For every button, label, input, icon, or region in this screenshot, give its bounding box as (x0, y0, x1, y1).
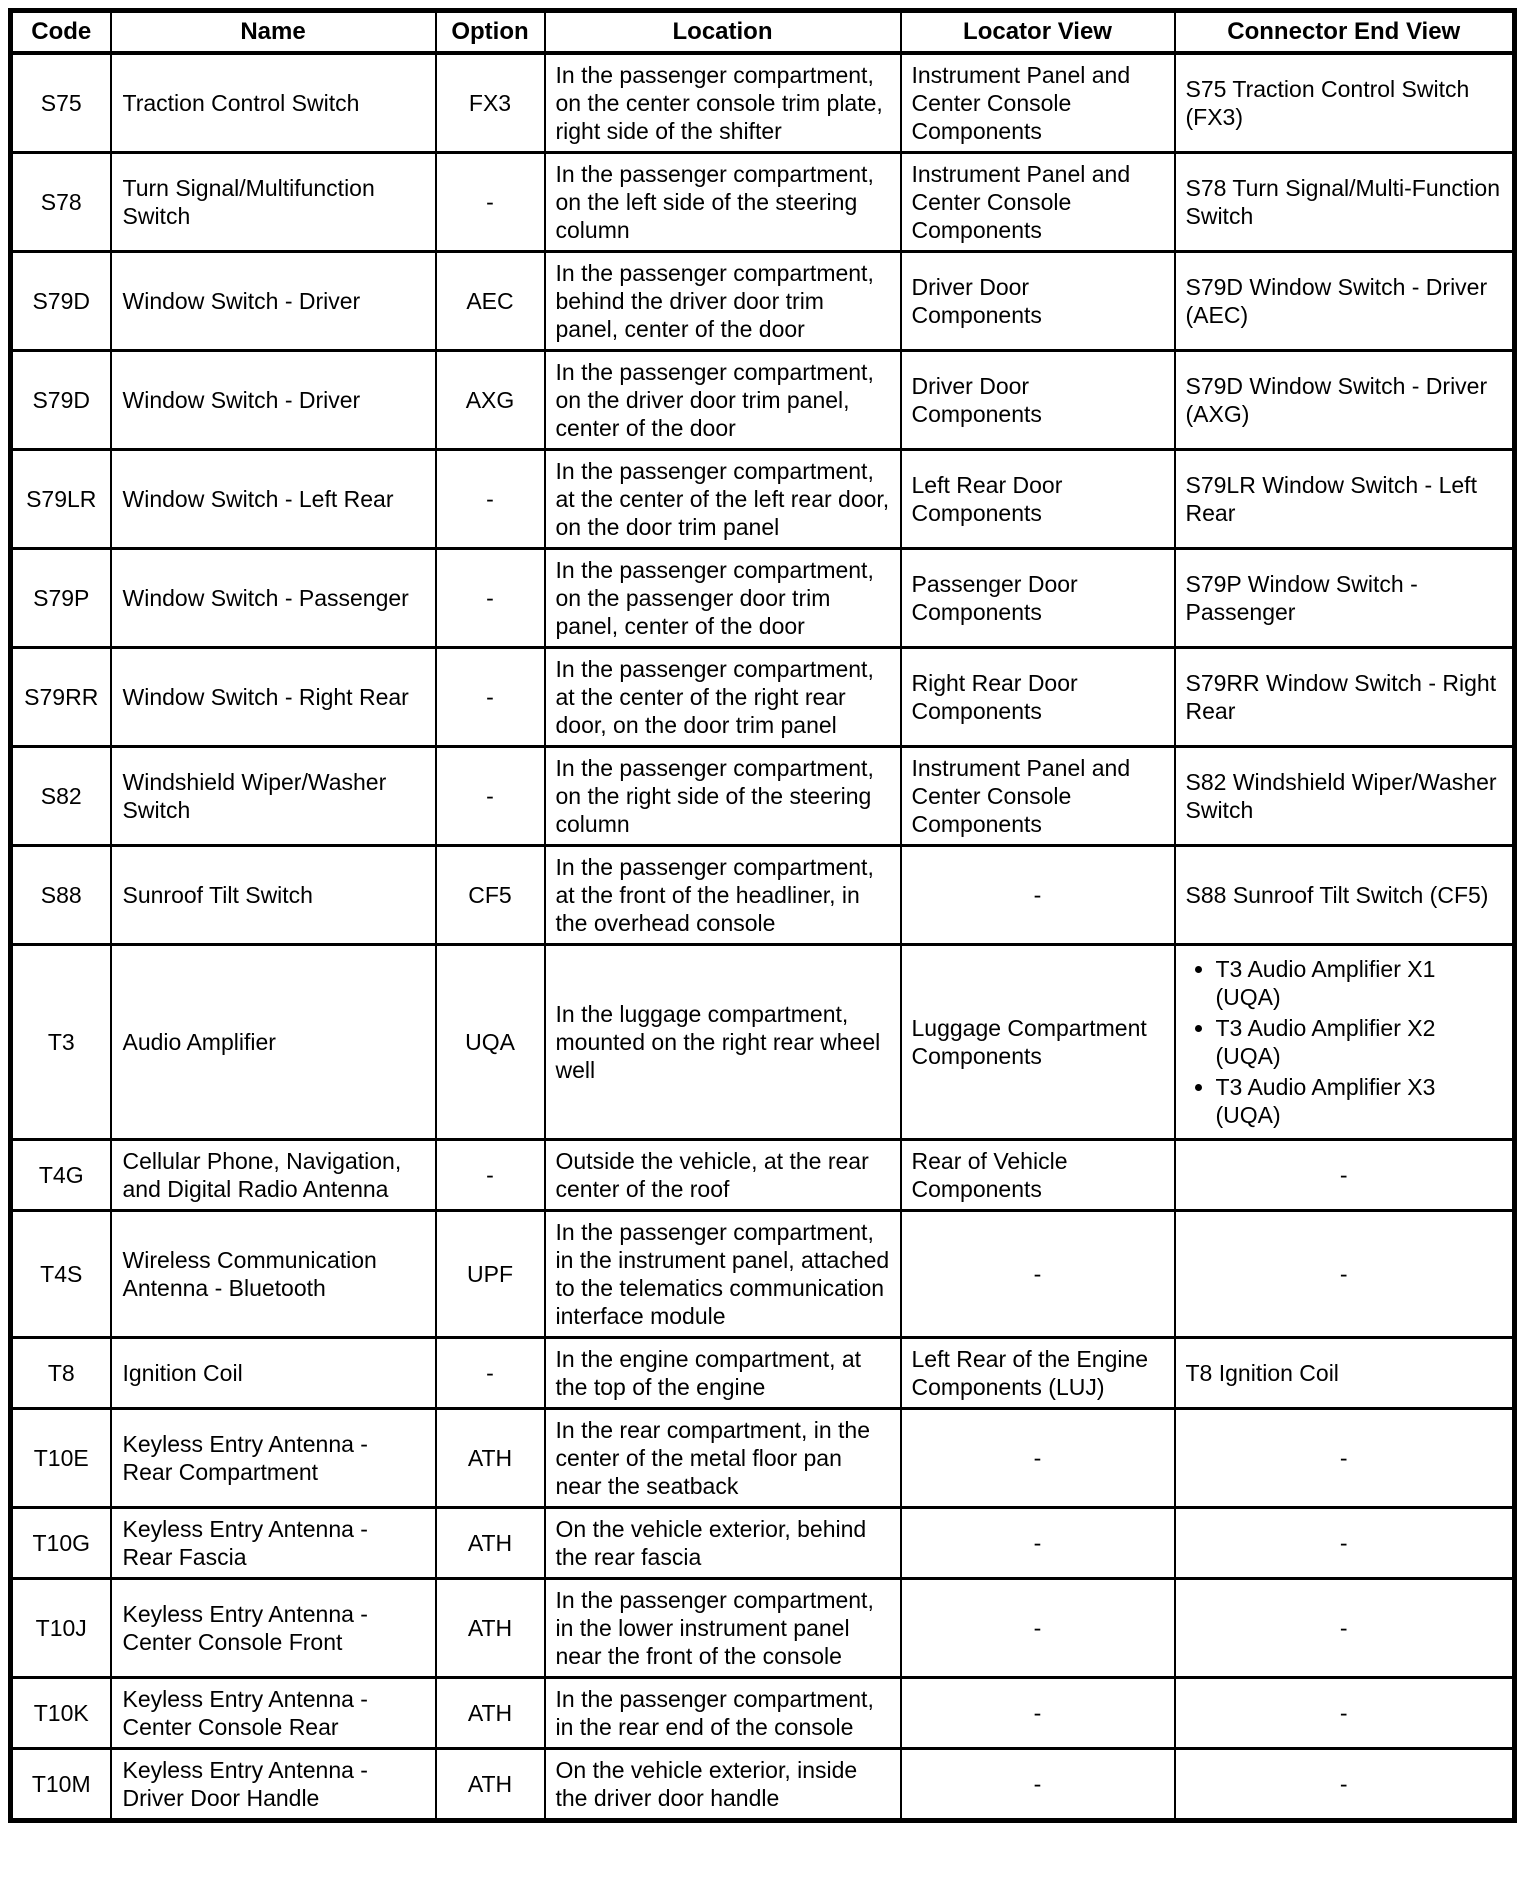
cell-code: T10M (11, 1749, 111, 1821)
cell-code: S79RR (11, 648, 111, 747)
cell-location: In the luggage compartment, mounted on the right rear wheel well (545, 945, 901, 1140)
cell-locator-view: Driver Door Components (901, 351, 1175, 450)
cell-code: T4G (11, 1140, 111, 1211)
table-row-t10m (11, 1749, 1515, 1821)
cell-connector-end-view: S79RR Window Switch - Right Rear (1175, 648, 1515, 747)
cell-option: ATH (436, 1579, 545, 1678)
cell-locator-view: - (901, 1211, 1175, 1338)
cell-connector-end-view: - (1175, 1409, 1515, 1508)
cell-locator-view: Left Rear of the Engine Components (LUJ) (901, 1338, 1175, 1409)
cell-location: Outside the vehicle, at the rear center of the roof (545, 1140, 901, 1211)
cell-name: Keyless Entry Antenna - Rear Fascia (111, 1508, 436, 1579)
cell-name: Window Switch - Left Rear (111, 450, 436, 549)
cell-connector-end-view: - (1175, 1140, 1515, 1211)
column-header-location: Location (545, 11, 901, 54)
cell-location: In the passenger compartment, on the right side of the steering column (545, 747, 901, 846)
cell-location: In the passenger compartment, at the center of the left rear door, on the door trim panel (545, 450, 901, 549)
cell-locator-view: Luggage Compartment Components (901, 945, 1175, 1140)
table-row-t10k (11, 1678, 1515, 1749)
cell-code: S78 (11, 153, 111, 252)
cell-name: Audio Amplifier (111, 945, 436, 1140)
cell-location: In the passenger compartment, in the instrument panel, attached to the telematics communication interface module (545, 1211, 901, 1338)
cell-option: ATH (436, 1749, 545, 1821)
cell-locator-view: Rear of Vehicle Components (901, 1140, 1175, 1211)
cell-connector-end-view: S88 Sunroof Tilt Switch (CF5) (1175, 846, 1515, 945)
cell-connector-end-view: S79D Window Switch - Driver (AXG) (1175, 351, 1515, 450)
column-header-code: Code (11, 11, 111, 54)
cell-option: - (436, 747, 545, 846)
table-row-t8 (11, 1338, 1515, 1409)
cell-option: - (436, 1140, 545, 1211)
cell-option: AEC (436, 252, 545, 351)
cell-name: Cellular Phone, Navigation, and Digital Radio Antenna (111, 1140, 436, 1211)
cell-code: S75 (11, 53, 111, 153)
table-row-s78 (11, 153, 1515, 252)
cell-connector-end-view: - (1175, 1678, 1515, 1749)
table-row-s79d-aec (11, 252, 1515, 351)
cell-location: In the passenger compartment, in the lower instrument panel near the front of the console (545, 1579, 901, 1678)
table-row-s79rr (11, 648, 1515, 747)
cell-code: T10K (11, 1678, 111, 1749)
cell-connector-end-view: S75 Traction Control Switch (FX3) (1175, 53, 1515, 153)
cell-name: Keyless Entry Antenna - Center Console Rear (111, 1678, 436, 1749)
cell-location: On the vehicle exterior, behind the rear fascia (545, 1508, 901, 1579)
cell-location: In the rear compartment, in the center of the metal floor pan near the seatback (545, 1409, 901, 1508)
cell-option: ATH (436, 1678, 545, 1749)
cell-locator-view: Instrument Panel and Center Console Components (901, 53, 1175, 153)
cell-code: T8 (11, 1338, 111, 1409)
cell-locator-view: - (901, 1409, 1175, 1508)
cell-connector-end-view: - (1175, 1579, 1515, 1678)
component-locator-table (8, 8, 1517, 1823)
cell-name: Keyless Entry Antenna - Rear Compartment (111, 1409, 436, 1508)
cell-locator-view: - (901, 846, 1175, 945)
cell-name: Windshield Wiper/Washer Switch (111, 747, 436, 846)
cell-code: T10E (11, 1409, 111, 1508)
cell-option: UQA (436, 945, 545, 1140)
table-row-s79p (11, 549, 1515, 648)
connector-list-item: • T3 Audio Amplifier X2 (UQA) (1216, 1014, 1503, 1070)
cell-code: S79D (11, 351, 111, 450)
cell-name: Window Switch - Driver (111, 351, 436, 450)
cell-locator-view: - (901, 1579, 1175, 1678)
cell-connector-end-view: - (1175, 1211, 1515, 1338)
cell-name: Window Switch - Passenger (111, 549, 436, 648)
cell-connector-end-view: - (1175, 1508, 1515, 1579)
cell-connector-end-view: S78 Turn Signal/Multi-Function Switch (1175, 153, 1515, 252)
cell-connector-end-view: S82 Windshield Wiper/Washer Switch (1175, 747, 1515, 846)
cell-code: S79LR (11, 450, 111, 549)
cell-option: FX3 (436, 53, 545, 153)
cell-connector-end-view: S79D Window Switch - Driver (AEC) (1175, 252, 1515, 351)
table-row-s88 (11, 846, 1515, 945)
cell-name: Keyless Entry Antenna - Driver Door Handle (111, 1749, 436, 1821)
connector-list-item: • T3 Audio Amplifier X1 (UQA) (1216, 955, 1503, 1011)
cell-code: T3 (11, 945, 111, 1140)
cell-code: S88 (11, 846, 111, 945)
cell-location: In the passenger compartment, at the center of the right rear door, on the door trim panel (545, 648, 901, 747)
cell-option: - (436, 153, 545, 252)
cell-connector-end-view: S79P Window Switch - Passenger (1175, 549, 1515, 648)
cell-option: AXG (436, 351, 545, 450)
cell-locator-view: - (901, 1749, 1175, 1821)
column-header-name: Name (111, 11, 436, 54)
connector-list-item: • T3 Audio Amplifier X3 (UQA) (1216, 1073, 1503, 1129)
cell-name: Keyless Entry Antenna - Center Console Front (111, 1579, 436, 1678)
cell-name: Traction Control Switch (111, 53, 436, 153)
table-row-s75 (11, 53, 1515, 153)
cell-location: In the passenger compartment, on the passenger door trim panel, center of the door (545, 549, 901, 648)
column-header-locator-view: Locator View (901, 11, 1175, 54)
cell-option: - (436, 549, 545, 648)
table-row-t3 (11, 945, 1515, 1140)
cell-code: S79P (11, 549, 111, 648)
cell-locator-view: Right Rear Door Components (901, 648, 1175, 747)
column-header-connector-end-view: Connector End View (1175, 11, 1515, 54)
cell-locator-view: - (901, 1508, 1175, 1579)
cell-location: In the passenger compartment, at the front of the headliner, in the overhead console (545, 846, 901, 945)
cell-option: UPF (436, 1211, 545, 1338)
cell-code: T10G (11, 1508, 111, 1579)
cell-connector-end-view: S79LR Window Switch - Left Rear (1175, 450, 1515, 549)
cell-name: Window Switch - Driver (111, 252, 436, 351)
table-row-s79lr (11, 450, 1515, 549)
cell-locator-view: Left Rear Door Components (901, 450, 1175, 549)
cell-locator-view: Instrument Panel and Center Console Components (901, 153, 1175, 252)
table-row-t4s (11, 1211, 1515, 1338)
cell-code: S79D (11, 252, 111, 351)
cell-code: T10J (11, 1579, 111, 1678)
cell-location: In the passenger compartment, on the driver door trim panel, center of the door (545, 351, 901, 450)
cell-code: T4S (11, 1211, 111, 1338)
cell-name: Window Switch - Right Rear (111, 648, 436, 747)
cell-option: ATH (436, 1508, 545, 1579)
column-header-option: Option (436, 11, 545, 54)
cell-option: - (436, 1338, 545, 1409)
cell-location: In the engine compartment, at the top of the engine (545, 1338, 901, 1409)
table-row-t4g (11, 1140, 1515, 1211)
cell-option: - (436, 648, 545, 747)
cell-location: In the passenger compartment, on the center console trim plate, right side of the shifter (545, 53, 901, 153)
cell-option: - (436, 450, 545, 549)
cell-name: Turn Signal/Multifunction Switch (111, 153, 436, 252)
cell-locator-view: - (901, 1678, 1175, 1749)
table-row-t10g (11, 1508, 1515, 1579)
connector-list (1186, 955, 1503, 1129)
cell-location: In the passenger compartment, behind the driver door trim panel, center of the door (545, 252, 901, 351)
table-body (11, 53, 1515, 1821)
cell-location: In the passenger compartment, in the rear end of the console (545, 1678, 901, 1749)
cell-connector-end-view: T8 Ignition Coil (1175, 1338, 1515, 1409)
cell-name: Ignition Coil (111, 1338, 436, 1409)
cell-location: On the vehicle exterior, inside the driver door handle (545, 1749, 901, 1821)
cell-locator-view: Instrument Panel and Center Console Components (901, 747, 1175, 846)
cell-name: Sunroof Tilt Switch (111, 846, 436, 945)
table-header (11, 11, 1515, 54)
cell-name: Wireless Communication Antenna - Bluetooth (111, 1211, 436, 1338)
cell-option: CF5 (436, 846, 545, 945)
table-row-s79d-axg (11, 351, 1515, 450)
table-row-s82 (11, 747, 1515, 846)
header-row (11, 11, 1515, 54)
cell-option: ATH (436, 1409, 545, 1508)
cell-connector-end-view (1175, 945, 1515, 1140)
cell-locator-view: Driver Door Components (901, 252, 1175, 351)
cell-connector-end-view: - (1175, 1749, 1515, 1821)
table-row-t10e (11, 1409, 1515, 1508)
table-row-t10j (11, 1579, 1515, 1678)
cell-code: S82 (11, 747, 111, 846)
cell-location: In the passenger compartment, on the left side of the steering column (545, 153, 901, 252)
cell-locator-view: Passenger Door Components (901, 549, 1175, 648)
